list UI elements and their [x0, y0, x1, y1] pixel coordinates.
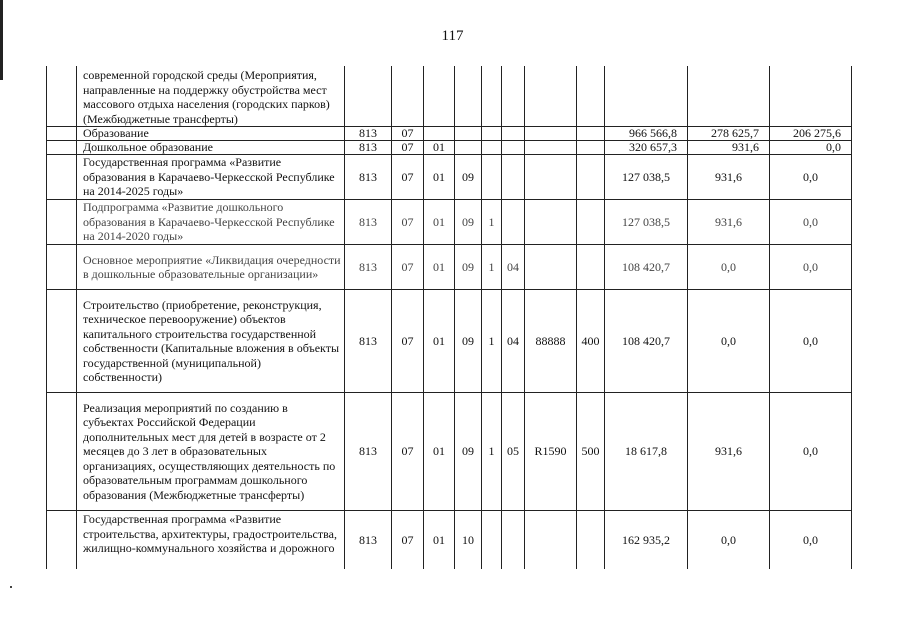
table-row	[47, 141, 852, 155]
code-cell	[424, 127, 455, 141]
code-cell: 04	[502, 245, 525, 290]
amount-cell: 278 625,7	[688, 127, 770, 141]
amount-cell: 0,0	[688, 290, 770, 393]
code-cell: 07	[392, 127, 424, 141]
item-name: Реализация мероприятий по созданию в субъектах Российской Федерации дополнительных мест для детей в возрасте от 2 месяцев до 3 лет в образовательных организациях, осуществляющих деятельность по образовательным программам дошкольного образования (Межбюджетные трансферты)	[77, 393, 345, 511]
item-name: Государственная программа «Развитие образования в Карачаево-Черкесской Республике на 2014-2025 годы»	[77, 155, 345, 200]
code-cell	[525, 245, 577, 290]
amount-cell: 320 657,3	[605, 141, 688, 155]
table-row	[47, 127, 852, 141]
table-row	[47, 245, 852, 290]
code-cell	[502, 155, 525, 200]
code-cell: 07	[392, 245, 424, 290]
amount-cell: 0,0	[770, 200, 852, 245]
code-cell	[502, 66, 525, 127]
code-cell: 01	[424, 141, 455, 155]
item-name: Подпрограмма «Развитие дошкольного образования в Карачаево-Черкесской Республике на 2014-2020 годы»	[77, 200, 345, 245]
blank-cell	[47, 245, 77, 290]
item-name: Основное мероприятие «Ликвидация очередности в дошкольные образовательные организации»	[77, 245, 345, 290]
code-cell	[455, 141, 482, 155]
item-name: Государственная программа «Развитие строительства, архитектуры, градостроительства, жилищно-коммунального хозяйства и дорожного	[77, 511, 345, 569]
table-row	[47, 290, 852, 393]
amount-cell: 931,6	[688, 155, 770, 200]
amount-cell: 0,0	[770, 290, 852, 393]
amount-cell	[688, 66, 770, 127]
code-cell	[525, 141, 577, 155]
code-cell: 07	[392, 155, 424, 200]
code-cell	[525, 155, 577, 200]
amount-cell: 127 038,5	[605, 200, 688, 245]
code-cell	[577, 511, 605, 569]
code-cell: 01	[424, 393, 455, 511]
code-cell	[525, 200, 577, 245]
code-cell	[392, 66, 424, 127]
code-cell	[482, 66, 502, 127]
code-cell: 04	[502, 290, 525, 393]
amount-cell: 0,0	[688, 511, 770, 569]
code-cell: 813	[345, 245, 392, 290]
table-row	[47, 393, 852, 511]
scan-dust-mark	[10, 586, 12, 588]
item-name: Дошкольное образование	[77, 141, 345, 155]
code-cell: 500	[577, 393, 605, 511]
code-cell: 09	[455, 245, 482, 290]
blank-cell	[47, 200, 77, 245]
code-cell	[525, 127, 577, 141]
code-cell: 1	[482, 393, 502, 511]
code-cell: 813	[345, 200, 392, 245]
code-cell	[502, 127, 525, 141]
amount-cell: 966 566,8	[605, 127, 688, 141]
code-cell	[345, 66, 392, 127]
amount-cell: 0,0	[688, 245, 770, 290]
code-cell	[525, 66, 577, 127]
code-cell	[424, 66, 455, 127]
amount-cell: 0,0	[770, 511, 852, 569]
code-cell: 1	[482, 200, 502, 245]
code-cell	[577, 141, 605, 155]
code-cell: 09	[455, 200, 482, 245]
amount-cell: 108 420,7	[605, 245, 688, 290]
code-cell	[577, 66, 605, 127]
code-cell	[502, 141, 525, 155]
code-cell: 01	[424, 511, 455, 569]
amount-cell	[770, 66, 852, 127]
code-cell	[525, 511, 577, 569]
amount-cell: 931,6	[688, 200, 770, 245]
code-cell: 01	[424, 290, 455, 393]
table-row	[47, 155, 852, 200]
code-cell	[577, 155, 605, 200]
code-cell: 07	[392, 141, 424, 155]
blank-cell	[47, 155, 77, 200]
table-row	[47, 511, 852, 569]
table-row	[47, 66, 852, 127]
code-cell	[577, 200, 605, 245]
amount-cell: 0,0	[770, 245, 852, 290]
code-cell	[482, 511, 502, 569]
blank-cell	[47, 511, 77, 569]
code-cell: 813	[345, 290, 392, 393]
budget-table	[46, 66, 852, 569]
code-cell: 1	[482, 245, 502, 290]
code-cell	[577, 127, 605, 141]
amount-cell: 0,0	[770, 155, 852, 200]
amount-cell: 162 935,2	[605, 511, 688, 569]
blank-cell	[47, 290, 77, 393]
code-cell: 01	[424, 155, 455, 200]
item-name: современной городской среды (Мероприятия, направленные на поддержку обустройства мест массового отдыха населения (городских парков) (Межбюджетные трансферты)	[77, 66, 345, 127]
item-name: Образование	[77, 127, 345, 141]
code-cell	[455, 127, 482, 141]
code-cell: 813	[345, 393, 392, 511]
code-cell	[577, 245, 605, 290]
code-cell: 07	[392, 290, 424, 393]
code-cell: 07	[392, 393, 424, 511]
code-cell: 01	[424, 200, 455, 245]
blank-cell	[47, 141, 77, 155]
blank-cell	[47, 393, 77, 511]
code-cell: 09	[455, 155, 482, 200]
code-cell	[455, 66, 482, 127]
code-cell: 813	[345, 127, 392, 141]
code-cell: 813	[345, 511, 392, 569]
page-number: 117	[441, 28, 464, 44]
amount-cell: 18 617,8	[605, 393, 688, 511]
code-cell: 05	[502, 393, 525, 511]
code-cell: R1590	[525, 393, 577, 511]
code-cell: 09	[455, 290, 482, 393]
amount-cell: 931,6	[688, 141, 770, 155]
code-cell: 01	[424, 245, 455, 290]
amount-cell: 0,0	[770, 393, 852, 511]
code-cell: 10	[455, 511, 482, 569]
table-row	[47, 200, 852, 245]
item-name: Строительство (приобретение, реконструкция, техническое перевооружение) объектов капитального строительства государственной собственности (Капитальные вложения в объекты государственной (муниципальной) собственности)	[77, 290, 345, 393]
code-cell	[502, 511, 525, 569]
code-cell: 813	[345, 141, 392, 155]
amount-cell	[605, 66, 688, 127]
amount-cell: 931,6	[688, 393, 770, 511]
code-cell: 813	[345, 155, 392, 200]
blank-cell	[47, 127, 77, 141]
amount-cell: 108 420,7	[605, 290, 688, 393]
code-cell: 88888	[525, 290, 577, 393]
code-cell: 07	[392, 511, 424, 569]
blank-cell	[47, 66, 77, 127]
amount-cell: 0,0	[770, 141, 852, 155]
code-cell: 1	[482, 290, 502, 393]
code-cell: 07	[392, 200, 424, 245]
amount-cell: 206 275,6	[770, 127, 852, 141]
code-cell	[502, 200, 525, 245]
code-cell	[482, 127, 502, 141]
code-cell: 400	[577, 290, 605, 393]
code-cell: 09	[455, 393, 482, 511]
code-cell	[482, 141, 502, 155]
amount-cell: 127 038,5	[605, 155, 688, 200]
code-cell	[482, 155, 502, 200]
